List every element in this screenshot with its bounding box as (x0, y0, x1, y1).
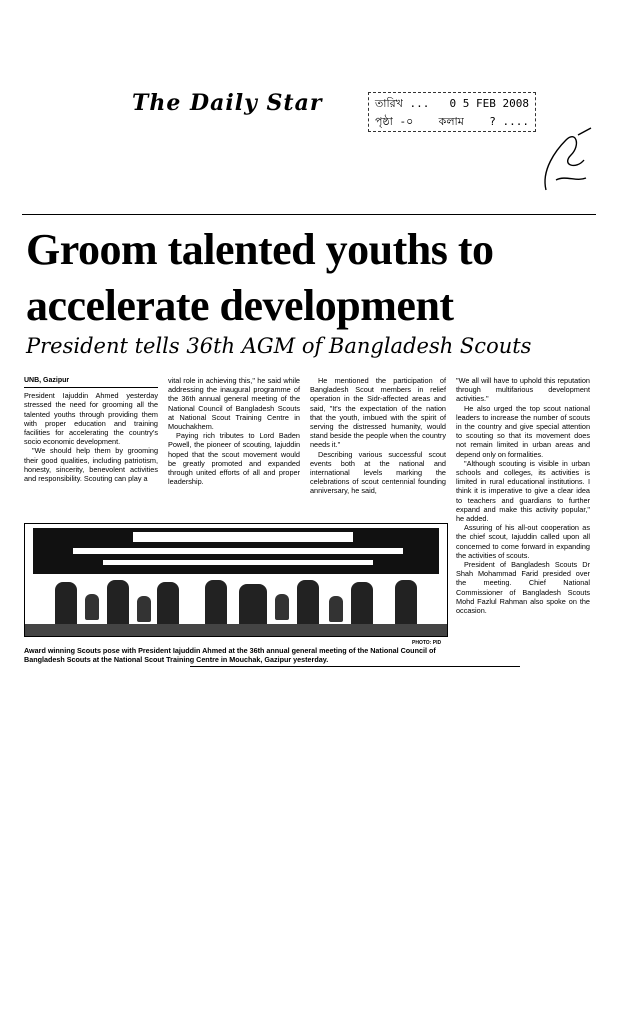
date-stamp (368, 92, 536, 132)
headline: Groom talented youths to accelerate development (26, 225, 494, 330)
paragraph: President Iajuddin Ahmed yesterday stressed the need for grooming all the talented youths through providing them with proper education and training facilities for accelerating the country's socio economic development. (24, 391, 158, 447)
paragraph: vital role in achieving this," he said while addressing the inaugural programme of the 36th annual general meeting of the National Council of Bangladesh Scouts at National Scout Training Centre in Mouchakhem. (168, 376, 300, 432)
article-column-3 (310, 376, 446, 496)
stamp-column-label: কলাম (438, 115, 464, 128)
handwritten-signature (536, 110, 596, 200)
stamp-date-label: তারিখ ... (375, 97, 430, 110)
subhead: President tells 36th AGM of Bangladesh Scouts (26, 334, 532, 358)
photo-banner (33, 528, 439, 574)
paragraph: Assuring of his all-out cooperation as the chief scout, Iajuddin called upon all concerned to come forward in expanding the activities of scouts. (456, 523, 590, 560)
stamp-page-label: পৃষ্ঠা -০ (375, 115, 414, 128)
paragraph: President of Bangladesh Scouts Dr Shah Mohammad Farid presided over the meeting. Chief National Commissioner of Bangladesh Scouts Mohd Fazlul Rahman also spoke on the occasion. (456, 560, 590, 616)
article-column-4 (456, 376, 590, 615)
paragraph: "Although scouting is visible in urban schools and colleges, its activities is limited in rural educational institutions. I think it is imperative to give a clear idea to teachers and guardians to further expand and make this activity popular," he added. (456, 458, 590, 524)
masthead: The Daily Star (132, 90, 323, 116)
photo-caption: Award winning Scouts pose with President Iajuddin Ahmed at the 36th annual general meeting of the National Council of Bangladesh Scouts at the National Scout Training Centre in Mouchak, Gazipur yesterday. (24, 646, 436, 664)
paragraph: Describing various successful scout events both at the national and international levels marking the celebrations of scout centennial founding anniversary, he said, (310, 449, 446, 496)
bottom-rule (190, 666, 520, 667)
news-photo (24, 523, 448, 637)
stamp-date: 0 5 FEB 2008 (449, 97, 529, 110)
paragraph: "We should help them by grooming their good qualities, including patriotism, honesty, sincerity, benevolent activities and responsibility. Scouting can play a (24, 446, 158, 484)
paragraph: Paying rich tributes to Lord Baden Powell, the pioneer of scouting, Iajuddin hoped that the scout movement would be greatly promoted and expanded through united efforts of all and proper leadership. (168, 431, 300, 487)
stamp-column-value: ? .... (489, 115, 529, 128)
photo-credit: PHOTO: PID (412, 640, 442, 646)
article-column-2 (168, 376, 300, 486)
paragraph: He also urged the top scout national leaders to increase the number of scouts in the country and give special attention to scouting so that its movement does not remain limited in urban areas and depend only on formalities. (456, 403, 590, 459)
article-column-1 (24, 376, 158, 483)
byline: UNB, Gazipur (24, 376, 158, 388)
paragraph: He mentioned the participation of Bangladesh Scout members in relief operation in the Sidr-affected areas and said, "It's the expectation of the nation that the youth, imbued with the spirit of serving the distressed humanity, would stand beside the people when the country needs it." (310, 376, 446, 450)
top-rule (22, 214, 596, 215)
paragraph: "We all will have to uphold this reputation through multifarious development activities." (456, 376, 590, 404)
